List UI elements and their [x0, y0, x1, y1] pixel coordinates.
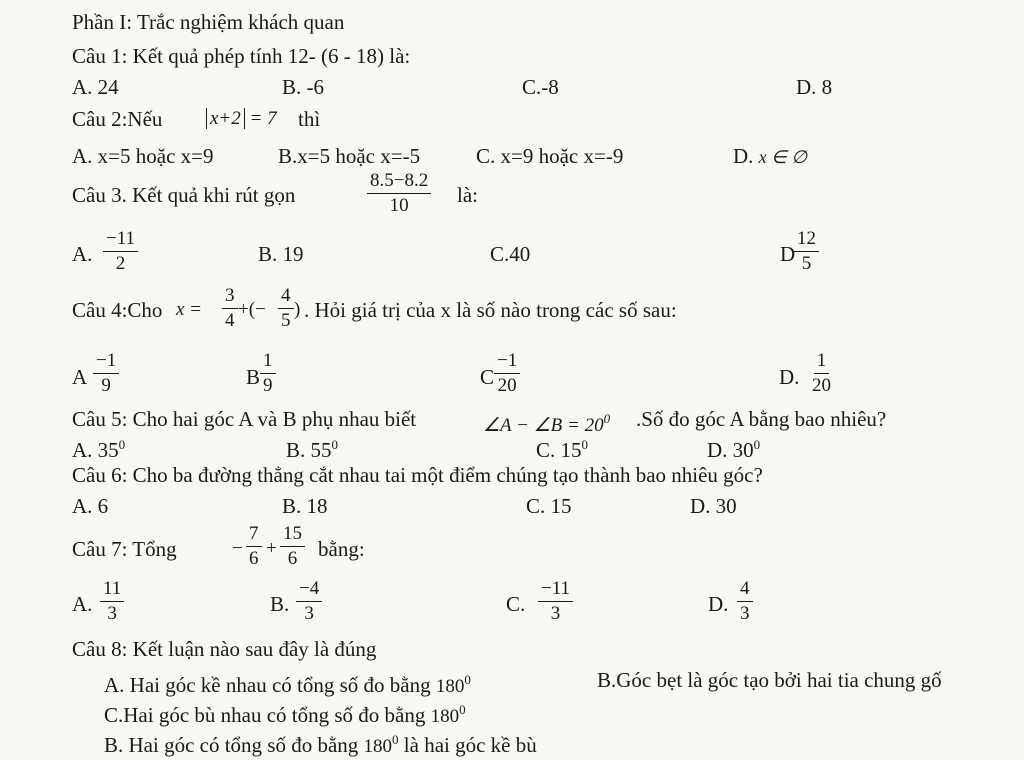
q4-option-d-numerator: 1 — [814, 350, 830, 374]
q7-tail: bằng: — [318, 537, 365, 561]
q4-option-d-denominator: 20 — [812, 375, 831, 396]
q4-option-c-fraction — [494, 350, 520, 397]
q5-option-d — [707, 433, 760, 462]
q6-option-a: A. 6 — [72, 494, 109, 518]
q4-option-a-denominator: 9 — [101, 375, 111, 396]
q3-option-d-denominator: 5 — [801, 253, 812, 274]
q8-option-d-value — [363, 732, 399, 757]
q1-stem: Câu 1: Kết quả phép tính 12- (6 - 18) là: — [72, 44, 411, 68]
q8-option-b: B.Góc bẹt là góc tạo bởi hai tia chung gố — [597, 668, 942, 692]
q5-option-b-degree: 0 — [331, 437, 339, 452]
q7-option-b-label: B. — [270, 592, 290, 616]
q3-option-d-fraction — [794, 228, 819, 275]
q4-fraction-1-numerator: 3 — [222, 285, 238, 309]
q7-fraction-2-denominator: 6 — [287, 548, 298, 569]
q7-option-d-numerator: 4 — [737, 578, 753, 602]
q7-option-c-denominator: 3 — [550, 603, 561, 624]
q4-option-b-denominator: 9 — [263, 375, 273, 396]
q8-option-c-number: 180 — [430, 706, 460, 727]
q5-angle-expression-degree: 0 — [603, 411, 611, 426]
q7-option-a-denominator: 3 — [107, 603, 117, 624]
q6-option-b: B. 18 — [282, 494, 328, 518]
q7-minus: − — [232, 538, 243, 559]
q8-option-d-tail: là hai góc kề bù — [403, 733, 537, 757]
q5-tail: .Số đo góc A bằng bao nhiêu? — [636, 407, 887, 431]
q8-option-c-text: C.Hai góc bù nhau có tổng số đo bằng — [104, 703, 426, 727]
q8-option-a-text: A. Hai góc kề nhau có tổng số đo bằng — [104, 673, 431, 697]
q7-fraction-1-numerator: 7 — [246, 523, 262, 547]
q3-option-a-numerator: −11 — [103, 228, 138, 252]
q5-option-d-degree: 0 — [753, 437, 761, 452]
q2-option-d — [733, 144, 807, 169]
q3-option-a-label: A. — [72, 242, 93, 266]
q6-option-d: D. 30 — [690, 494, 737, 518]
q3-option-a-denominator: 2 — [115, 253, 126, 274]
q4-fraction-2-numerator: 4 — [278, 285, 294, 309]
q4-option-b-fraction — [260, 350, 276, 397]
q1-option-d: D. 8 — [796, 75, 833, 99]
q3-option-d-numerator: 12 — [794, 228, 819, 252]
q2-option-c: C. x=9 hoặc x=-9 — [476, 144, 624, 168]
q1-option-c: C.-8 — [522, 75, 559, 99]
q4-option-d-fraction — [812, 350, 831, 397]
q4-option-a-numerator: −1 — [93, 350, 119, 374]
q7-fraction-2-numerator: 15 — [280, 523, 305, 547]
q7-option-b-denominator: 3 — [304, 603, 314, 624]
q3-fraction-denominator: 10 — [389, 195, 409, 216]
q7-stem: Câu 7: Tổng — [72, 537, 177, 561]
q8-option-d-number: 180 — [363, 736, 393, 757]
q1-option-b: B. -6 — [282, 75, 324, 99]
q3-expression-fraction — [367, 170, 431, 217]
q4-option-b-numerator: 1 — [260, 350, 276, 374]
q5-option-a — [72, 433, 125, 462]
q2-option-b: B.x=5 hoặc x=-5 — [278, 144, 421, 168]
q5-option-d-text: D. 30 — [707, 438, 754, 462]
q4-stem: Câu 4:Cho — [72, 298, 163, 322]
q6-stem: Câu 6: Cho ba đường thẳng cắt nhau tai một điểm chúng tạo thành bao nhiêu góc? — [72, 463, 763, 487]
q4-option-c-numerator: −1 — [494, 350, 520, 374]
q7-option-b-fraction — [296, 578, 322, 625]
q2-rhs: = 7 — [249, 108, 277, 129]
q4-fraction-2-denominator: 5 — [281, 310, 291, 331]
q2-option-d-label: D. — [733, 144, 754, 168]
q3-tail: là: — [457, 183, 478, 207]
q5-option-c — [536, 433, 588, 462]
q8-option-d — [104, 728, 537, 759]
q4-option-a-fraction — [93, 350, 119, 397]
q8-option-d-text: B. Hai góc có tổng số đo bằng — [104, 733, 359, 757]
q7-option-a-label: A. — [72, 592, 93, 616]
q3-fraction-numerator: 8.5−8.2 — [367, 170, 431, 194]
q7-fraction-2 — [280, 523, 305, 570]
q4-x-equals: x = — [176, 299, 203, 320]
q7-option-a-numerator: 11 — [100, 578, 124, 602]
q2-equation — [206, 107, 277, 131]
q8-option-a — [104, 668, 471, 699]
q4-fraction-2 — [278, 285, 294, 332]
q4-fraction-1-denominator: 4 — [225, 310, 235, 331]
q4-fraction-1 — [222, 285, 238, 332]
q5-stem: Câu 5: Cho hai góc A và B phụ nhau biết — [72, 407, 417, 431]
q7-fraction-1 — [246, 523, 262, 570]
q4-option-d-label: D. — [779, 365, 800, 389]
q7-option-c-numerator: −11 — [538, 578, 573, 602]
q8-option-a-degree: 0 — [464, 672, 471, 687]
q5-option-a-text: A. 35 — [72, 438, 119, 462]
q3-option-d-label: D — [780, 242, 796, 266]
q7-option-c-label: C. — [506, 592, 526, 616]
q8-option-c-degree: 0 — [459, 702, 466, 717]
q8-option-c-value — [430, 702, 466, 727]
q2-tail: thì — [298, 107, 321, 131]
q5-option-a-degree: 0 — [118, 437, 126, 452]
q7-option-c-fraction — [538, 578, 573, 625]
q2-stem: Câu 2:Nếu — [72, 107, 163, 131]
q7-plus: + — [266, 538, 277, 559]
q8-option-a-number: 180 — [435, 676, 465, 697]
q2-abs-expression: x+2 — [206, 108, 245, 129]
q7-option-a-fraction — [100, 578, 124, 625]
q7-option-d-denominator: 3 — [740, 603, 750, 624]
section-title: Phần I: Trắc nghiệm khách quan — [72, 10, 345, 34]
q3-option-c: C.40 — [490, 242, 531, 266]
q4-option-c-label: C — [480, 365, 495, 389]
q7-fraction-1-denominator: 6 — [249, 548, 259, 569]
q7-option-b-numerator: −4 — [296, 578, 322, 602]
q2-option-d-math: x ∈ ∅ — [758, 147, 808, 167]
q7-option-d-label: D. — [708, 592, 729, 616]
q4-tail: . Hỏi giá trị của x là số nào trong các số sau: — [304, 298, 677, 322]
q5-option-c-degree: 0 — [581, 437, 589, 452]
q1-option-a: A. 24 — [72, 75, 119, 99]
q4-plus: +(− — [238, 299, 266, 320]
q5-option-c-text: C. 15 — [536, 438, 582, 462]
q5-option-b-text: B. 55 — [286, 438, 332, 462]
q4-option-a-label: A — [72, 365, 88, 389]
q8-option-a-value — [435, 672, 471, 697]
q3-stem: Câu 3. Kết quả khi rút gọn — [72, 183, 296, 207]
q4-close-paren: ) — [294, 299, 301, 320]
q6-option-c: C. 15 — [526, 494, 572, 518]
q2-option-a: A. x=5 hoặc x=9 — [72, 144, 214, 168]
q3-option-b: B. 19 — [258, 242, 304, 266]
q5-angle-expression-text: ∠A − ∠B = 20 — [483, 415, 604, 436]
q3-option-a-fraction — [103, 228, 138, 275]
q4-option-b-label: B — [246, 365, 261, 389]
q7-option-d-fraction — [737, 578, 753, 625]
q4-option-c-denominator: 20 — [497, 375, 517, 396]
q5-option-b — [286, 433, 338, 462]
q8-option-c — [104, 698, 466, 729]
q8-stem: Câu 8: Kết luận nào sau đây là đúng — [72, 637, 377, 661]
q8-option-d-degree: 0 — [392, 732, 399, 747]
